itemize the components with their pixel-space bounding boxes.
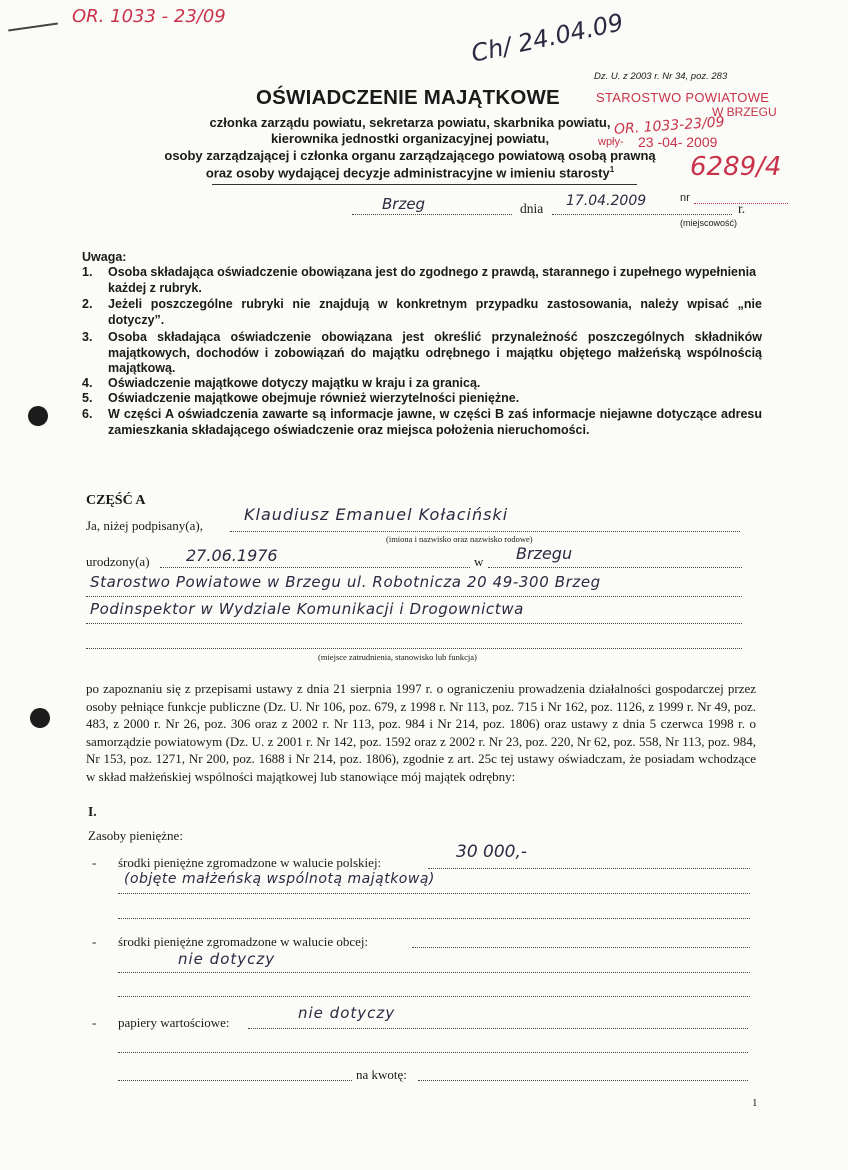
securities-amount-line-right [418, 1080, 748, 1081]
section-one-heading: I. [88, 804, 97, 819]
foreign-line-2 [118, 972, 750, 973]
note-text: Osoba składająca oświadczenie obowiązana jest do zgodnego z prawdą, starannego i zupełnego wypełnienia każdej z rubryk. [108, 265, 757, 295]
stamp-office-line1: STAROSTWO POWIATOWE [596, 90, 770, 105]
uwaga-label: Uwaga: [82, 250, 127, 264]
footnote-mark: 1 [609, 165, 615, 174]
note-item-3 [82, 330, 762, 377]
date-value: 17.04.2009 [566, 193, 647, 209]
stamp-date: 23 -04- 2009 [638, 134, 718, 150]
employment-value-2: Podinspektor w Wydziale Komunikacji i Drogownictwa [90, 600, 524, 618]
stamp-entry-number: 6289/4 [690, 152, 782, 182]
subtitle-line-4-text: oraz osoby wydającej decyzje administracyjne w imieniu starosty [205, 165, 610, 181]
foreign-label: środki pieniężne zgromadzone w walucie obcej: [118, 934, 369, 949]
pln-note: (objęte małżeńską wspólnotą majątkową) [124, 871, 435, 887]
note-item-4 [82, 376, 762, 392]
stamp-wplyw-label: wpły- [598, 136, 624, 148]
name-caption: (imiona i nazwisko oraz nazwisko rodowe) [386, 534, 533, 544]
reference-number-handwritten: OR. 1033 - 23/09 [72, 6, 226, 27]
subtitle-line-2: kierownika jednostki organizacyjnej powiatu, [270, 131, 550, 146]
part-a-heading: CZĘŚĆ A [86, 493, 146, 508]
date-suffix: r. [738, 201, 746, 216]
zasoby-label: Zasoby pieniężne: [88, 828, 183, 843]
stamp-reference: OR. 1033-23/09 [613, 114, 726, 138]
punch-hole-top [28, 406, 48, 426]
note-number: 1. [82, 265, 93, 279]
note-number: 3. [82, 330, 93, 344]
stamp-nr-label: nr [680, 192, 690, 204]
document-title: OŚWIADCZENIE MAJĄTKOWE [256, 86, 560, 109]
place-caption: (miejscowość) [680, 218, 738, 228]
pln-value: 30 000,- [456, 842, 528, 862]
securities-amount-line-left [118, 1080, 352, 1081]
born-label: urodzony(a) [86, 554, 150, 569]
subtitle-line-4 [150, 165, 670, 180]
note-item-5 [82, 391, 762, 407]
birth-place-line [488, 567, 742, 568]
note-number: 6. [82, 407, 93, 421]
amount-label: na kwotę: [356, 1067, 407, 1082]
subtitle-line-3: osoby zarządzającej i członka organu zarządzającego powiatową osobą prawną [164, 148, 656, 163]
foreign-line-1 [412, 947, 750, 948]
law-reference: Dz. U. z 2003 r. Nr 34, poz. 283 [594, 71, 728, 82]
name-value: Klaudiusz Emanuel Kołaciński [244, 505, 509, 524]
punch-hole-bottom [30, 708, 50, 728]
note-item-6 [82, 407, 762, 438]
securities-line-1 [248, 1028, 748, 1029]
date-line [552, 214, 732, 215]
employment-caption: (miejsce zatrudnienia, stanowisko lub funkcja) [318, 652, 477, 662]
note-text: Oświadczenie majątkowe dotyczy majątku w kraju i za granicą. [108, 376, 481, 390]
note-item-2 [82, 297, 762, 328]
securities-value: nie dotyczy [298, 1004, 396, 1022]
employment-line-3 [86, 648, 742, 649]
subtitle-underline [212, 184, 637, 185]
birth-date-line [160, 567, 470, 568]
bullet-securities: - [92, 1015, 97, 1030]
name-line [230, 531, 740, 532]
pln-label: środki pieniężne zgromadzone w walucie polskiej: [118, 855, 382, 870]
w-label: w [474, 554, 484, 569]
note-text: Osoba składająca oświadczenie obowiązana jest określić przynależność poszczególnych składników majątkowych, dochodów i zobowiązań do majątku odrębnego i majątku objętego małżeńską wspólnością majątkową. [108, 330, 762, 375]
pln-line-2 [118, 893, 750, 894]
note-text: W części A oświadczenia zawarte są informacje jawne, w części B zaś informacje niejawne dotyczące adresu zamieszkania składającego oświadczenie oraz miejsca położenia nieruchomości. [108, 407, 762, 437]
bullet-pln: - [92, 855, 97, 870]
note-text: Jeżeli poszczególne rubryki nie znajdują w konkretnym przypadku zastosowania, należy wpisać „nie dotyczy”. [108, 297, 762, 327]
pln-line-3 [118, 918, 750, 919]
place-value: Brzeg [382, 195, 426, 213]
dnia-label: dnia [520, 201, 544, 216]
law-paragraph: po zapoznaniu się z przepisami ustawy z dnia 21 sierpnia 1997 r. o ograniczeniu prowadzenia działalności gospodarczej przez osoby pełniące funkcje publiczne (Dz. U. Nr 106, poz. 679, z 1998 r. Nr 113, poz. 715 i Nr 162, poz. 1126, z 1999 r. Nr 49, poz. 483, z 2000 r. Nr 26, poz. 306 oraz z 2002 r. Nr 113, poz. 984 i Nr 214, poz. 1806) oraz ustawy z dnia 5 czerwca 1998 r. o samorządzie powiatowym (Dz. U. z 2001 r. Nr 142, poz. 1592 oraz z 2002 r. Nr 23, poz. 220, Nr 62, poz. 558, Nr 113, poz. 984, Nr 153, poz. 1271, Nr 200, poz. 1688 i Nr 214, poz. 1806), zgodnie z art. 25c tej ustawy oświadczam, że posiadam wchodzące w skład małżeńskiej wspólności majątkowej lub stanowiące mój majątek odrębny: [86, 681, 756, 784]
page-number: 1 [752, 1097, 758, 1109]
birth-place-value: Brzegu [516, 544, 573, 563]
birth-date-value: 27.06.1976 [186, 546, 278, 565]
stamp-office-line2: W BRZEGU [712, 105, 777, 119]
ja-label: Ja, niżej podpisany(a), [86, 518, 203, 533]
bullet-foreign: - [92, 934, 97, 949]
employment-line-2 [86, 623, 742, 624]
note-item-1 [82, 265, 762, 296]
signature-initials: Ch/ 24.04.09 [468, 8, 626, 68]
note-number: 2. [82, 297, 93, 311]
subtitle-line-1: członka zarządu powiatu, sekretarza powiatu, skarbnika powiatu, [209, 115, 611, 130]
foreign-line-3 [118, 996, 750, 997]
note-number: 5. [82, 391, 93, 405]
foreign-value: nie dotyczy [178, 950, 276, 968]
top-left-mark [8, 23, 58, 32]
pln-line-1 [428, 868, 750, 869]
note-text: Oświadczenie majątkowe obejmuje również wierzytelności pieniężne. [108, 391, 520, 405]
employment-line-1 [86, 596, 742, 597]
securities-line-2 [118, 1052, 748, 1053]
employment-value-1: Starostwo Powiatowe w Brzegu ul. Robotnicza 20 49-300 Brzeg [90, 573, 601, 591]
securities-label: papiery wartościowe: [118, 1015, 230, 1030]
place-line [352, 214, 512, 215]
note-number: 4. [82, 376, 93, 390]
